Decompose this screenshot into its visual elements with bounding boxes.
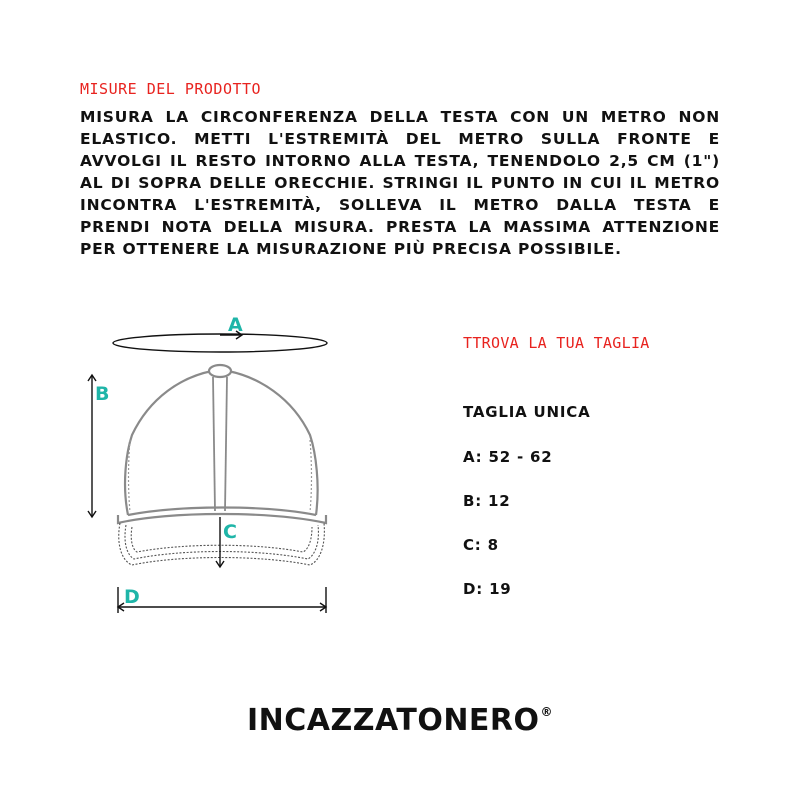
measurement-c: C: 8 (463, 536, 499, 554)
label-b: B (95, 383, 110, 405)
brand-logo (0, 703, 800, 738)
baseball-cap-icon (70, 305, 360, 625)
cap-outline (118, 365, 326, 523)
measurement-instructions: MISURA LA CIRCONFERENZA DELLA TESTA CON UN METRO NON ELASTICO. METTI L'ESTREMITÀ DEL METRO SULLA FRONTE E AVVOLGI IL RESTO INTORNO ALLA TESTA, TENENDOLO 2,5 CM (1") AL DI SOPRA DELLE ORECCHIE. STRINGI IL PUNTO IN CUI IL METRO INCONTRA L'ESTREMITÀ, SOLLEVA IL METRO DALLA TESTA E PRENDI NOTA DELLA MISURA. PRESTA LA MASSIMA ATTENZIONE PER OTTENERE LA MISURAZIONE PIÙ PRECISA POSSIBILE. (80, 108, 720, 258)
size-section-title: TTROVA LA TUA TAGLIA (463, 334, 650, 352)
section-title: MISURE DEL PRODOTTO (80, 80, 262, 98)
circumference-ellipse (113, 334, 327, 352)
visor-stitching (119, 523, 325, 565)
side-seam-right (310, 440, 312, 512)
measurement-b: B: 12 (463, 492, 511, 510)
cap-diagram (70, 305, 360, 625)
brand-name: INCAZZATONERO (246, 703, 540, 738)
measurement-a: A: 52 - 62 (463, 448, 553, 466)
label-a: A (228, 314, 243, 336)
label-c: C (223, 521, 237, 543)
center-seam-left (213, 377, 215, 511)
label-d: D (124, 586, 140, 608)
size-name: TAGLIA UNICA (463, 403, 591, 421)
measurement-list (463, 448, 553, 624)
center-seam-right (225, 377, 227, 511)
measurement-d: D: 19 (463, 580, 512, 598)
registered-mark: ® (540, 705, 554, 719)
